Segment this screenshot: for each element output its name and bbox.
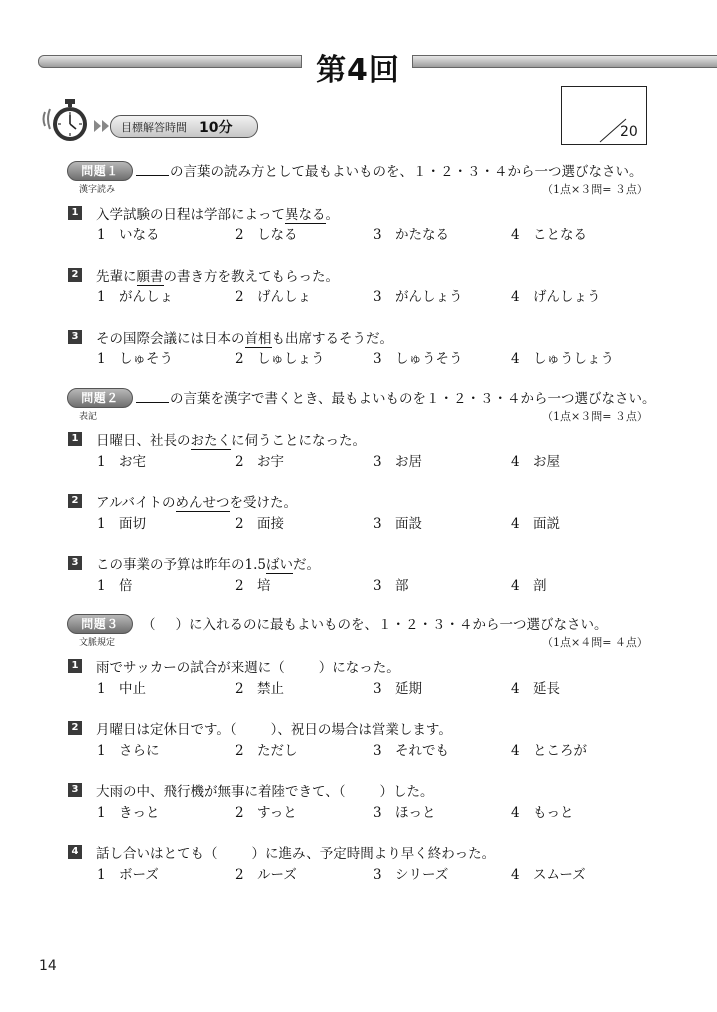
question-text: 月曜日は定休日です。（ ）、祝日の場合は営業します。 [96, 722, 452, 738]
choice-option[interactable]: 4 げんしょう [511, 289, 601, 305]
target-time-value: 10分 [199, 120, 233, 136]
question-text: 先輩に願書の書き方を教えてもらった。 [96, 269, 339, 285]
page-number: 14 [39, 958, 57, 974]
question-text: 入学試験の日程は学部によって異なる。 [96, 207, 339, 223]
question-number: 2 [68, 494, 82, 508]
choice-option[interactable]: 1 しゅそう [97, 351, 173, 367]
question-number: 2 [68, 721, 82, 735]
score-box [561, 86, 647, 145]
choice-option[interactable]: 4 剖 [511, 578, 547, 594]
question-text: 話し合いはとても（ ）に進み、予定時間より早く終わった。 [96, 846, 496, 862]
choice-option[interactable]: 4 面説 [511, 516, 560, 532]
choice-option[interactable]: 1 さらに [97, 743, 160, 759]
question-number: 3 [68, 783, 82, 797]
choice-option[interactable]: 2 お宇 [235, 454, 284, 470]
title-bar [38, 48, 716, 88]
target-time-label: 目標解答時間 [121, 121, 187, 134]
section-2-subtitle: 表記 [79, 412, 98, 422]
question-text: 大雨の中、飛行機が無事に着陸できて、（ ）した。 [96, 784, 434, 800]
section-2-badge: 問題２ [67, 388, 133, 408]
choice-option[interactable]: 2 しなる [235, 227, 298, 243]
choice-option[interactable]: 1 ボーズ [97, 867, 159, 883]
choice-option[interactable]: 1 中止 [97, 681, 146, 697]
score-total: 20 [620, 124, 638, 140]
choice-option[interactable]: 1 いなる [97, 227, 160, 243]
choice-option[interactable]: 3 かたなる [373, 227, 449, 243]
choice-option[interactable]: 2 ルーズ [235, 867, 297, 883]
choice-option[interactable]: 2 すっと [235, 805, 297, 821]
page-title: 第4回 [316, 53, 400, 88]
section-1-subtitle: 漢字読み [79, 185, 116, 195]
target-time-pill [110, 115, 258, 138]
choice-option[interactable]: 2 げんしょ [235, 289, 311, 305]
choice-option[interactable]: 2 培 [235, 578, 271, 594]
choice-option[interactable]: 2 しゅしょう [235, 351, 325, 367]
choice-option[interactable]: 3 面設 [373, 516, 422, 532]
choice-option[interactable]: 4 お屋 [511, 454, 560, 470]
section-3-badge: 問題３ [67, 614, 133, 634]
stopwatch-icon [40, 98, 92, 144]
choice-option[interactable]: 3 部 [373, 578, 409, 594]
choice-option[interactable]: 1 がんしょ [97, 289, 173, 305]
choice-option[interactable]: 1 面切 [97, 516, 146, 532]
question-number: 2 [68, 268, 82, 282]
section-3-subtitle: 文脈規定 [79, 638, 116, 648]
question-number: 3 [68, 556, 82, 570]
question-text: その国際会議には日本の首相も出席するそうだ。 [96, 331, 393, 347]
section-1-badge: 問題１ [67, 161, 133, 181]
question-text: 雨でサッカーの試合が来週に（ ）になった。 [96, 660, 400, 676]
question-text: アルバイトのめんせつを受けた。 [96, 495, 298, 511]
choice-option[interactable]: 1 倍 [97, 578, 133, 594]
choice-option[interactable]: 4 ことなる [511, 227, 587, 243]
section-3-instruction: （ ）に入れるのに最もよいものを、１・２・３・４から一つ選びなさい。 [142, 617, 608, 633]
title-rule-left [38, 55, 302, 68]
choice-option[interactable]: 1 お宅 [97, 454, 146, 470]
choice-option[interactable]: 2 禁止 [235, 681, 284, 697]
choice-option[interactable]: 4 スムーズ [511, 867, 586, 883]
choice-option[interactable]: 1 きっと [97, 805, 160, 821]
question-number: 3 [68, 330, 82, 344]
choice-option[interactable]: 3 がんしょう [373, 289, 463, 305]
question-number: 4 [68, 845, 82, 859]
choice-option[interactable]: 3 お居 [373, 454, 422, 470]
question-text: 日曜日、社長のおたくに伺うことになった。 [96, 433, 366, 449]
section-3-scoring: （1点×４問= ４点） [542, 636, 648, 649]
title-rule-right [412, 55, 717, 68]
choice-option[interactable]: 2 面接 [235, 516, 284, 532]
choice-option[interactable]: 3 しゅうそう [373, 351, 463, 367]
choice-option[interactable]: 4 もっと [511, 805, 574, 821]
question-text: この事業の予算は昨年の1.5ばいだ。 [96, 557, 320, 573]
section-2-instruction: の言葉を漢字で書くとき、最もよいものを１・２・３・４から一つ選びなさい。 [136, 387, 655, 407]
choice-option[interactable]: 3 シリーズ [373, 867, 449, 883]
question-number: 1 [68, 206, 82, 220]
choice-option[interactable]: 2 ただし [235, 743, 298, 759]
choice-option[interactable]: 4 延長 [511, 681, 560, 697]
question-number: 1 [68, 659, 82, 673]
question-number: 1 [68, 432, 82, 446]
choice-option[interactable]: 3 ほっと [373, 805, 436, 821]
section-1-scoring: （1点×３問= ３点） [542, 183, 648, 196]
choice-option[interactable]: 4 しゅうしょう [511, 351, 614, 367]
choice-option[interactable]: 3 延期 [373, 681, 422, 697]
choice-option[interactable]: 3 それでも [373, 743, 449, 759]
section-1-instruction: の言葉の読み方として最もよいものを、１・２・３・４から一つ選びなさい。 [136, 160, 643, 180]
choice-option[interactable]: 4 ところが [511, 743, 587, 759]
section-2-scoring: （1点×３問= ３点） [542, 410, 648, 423]
